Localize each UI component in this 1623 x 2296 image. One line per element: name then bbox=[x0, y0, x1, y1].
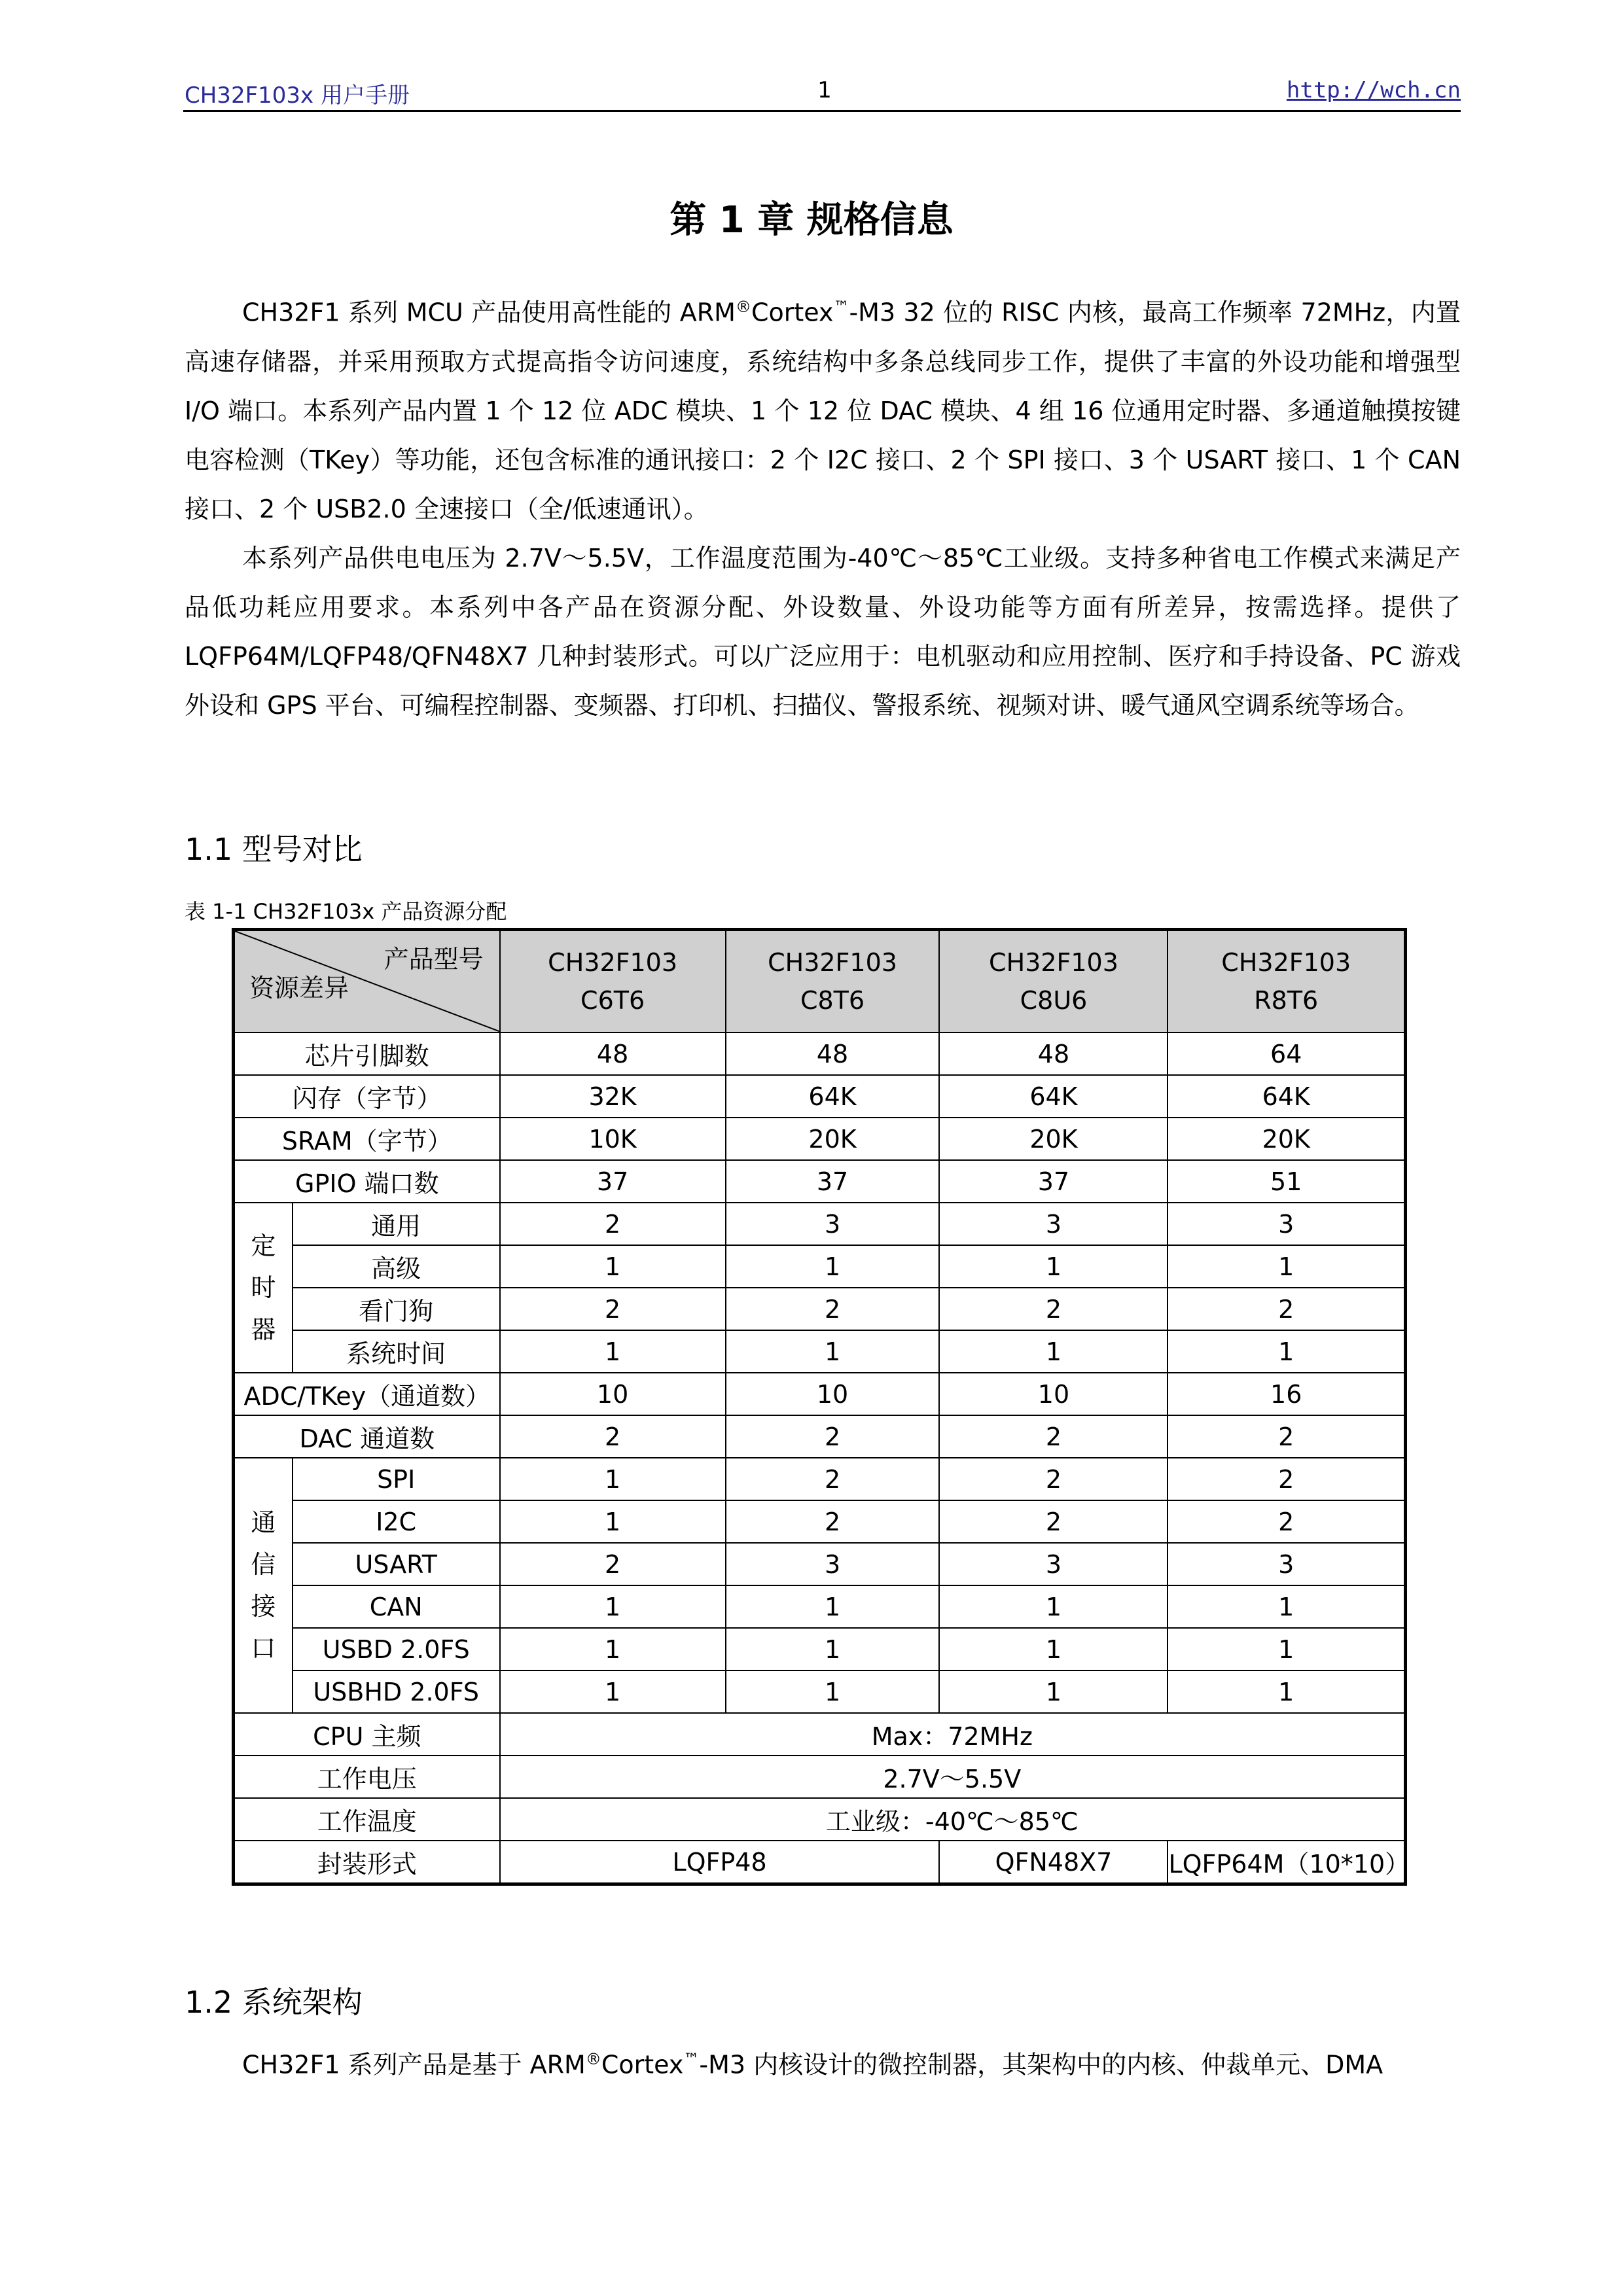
table-cell: 20K bbox=[939, 1118, 1168, 1160]
table-cell: 3 bbox=[726, 1203, 940, 1245]
table-cell: 37 bbox=[500, 1160, 726, 1203]
table-cell: 1 bbox=[500, 1245, 726, 1288]
table-row bbox=[234, 1798, 1406, 1841]
header-website-link[interactable]: http://wch.cn bbox=[1286, 77, 1461, 103]
table-cell: Max：72MHz bbox=[500, 1713, 1406, 1756]
table-cell: 1 bbox=[1168, 1330, 1405, 1373]
table-row bbox=[234, 1033, 1406, 1075]
table-cell: 1 bbox=[726, 1245, 940, 1288]
table-cell: 2 bbox=[500, 1203, 726, 1245]
table-cell: 48 bbox=[726, 1033, 940, 1075]
table-cell: 64K bbox=[726, 1075, 940, 1118]
table-cell: 37 bbox=[939, 1160, 1168, 1203]
table-cell: 1 bbox=[500, 1628, 726, 1670]
row-label: SPI bbox=[293, 1458, 500, 1500]
section-1-2-text bbox=[185, 2035, 1461, 2090]
table-row bbox=[234, 1330, 1406, 1373]
timer-group-label: 定 时 器 bbox=[234, 1203, 293, 1373]
table-row bbox=[234, 1713, 1406, 1756]
table-cell: 10 bbox=[726, 1373, 940, 1415]
diag-top-label: 产品型号 bbox=[383, 945, 484, 974]
table-cell: 1 bbox=[726, 1585, 940, 1628]
table-row bbox=[234, 1670, 1406, 1713]
table-cell: LQFP48 bbox=[500, 1841, 940, 1884]
table-cell: 16 bbox=[1168, 1373, 1405, 1415]
table-cell: 1 bbox=[500, 1330, 726, 1373]
row-label: DAC 通道数 bbox=[234, 1415, 500, 1458]
intro-paragraph-1: CH32F1 系列 MCU 产品使用高性能的 ARM®Cortex™-M3 32 位的 RISC 内核，最高工作频率 72MHz，内置高速存储器，并采用预取方式提高指令访问速度，系统结构中多条总线同步工作，提供了丰富的外设功能和增强型 I/O 端口。本系列产品内置 1 个 12 位 ADC 模块、1 个 12 位 DAC 模块、4 组 16 位通用定时器、多通道触摸按键电容检测（TKey）等功能，还包含标准的通讯接口：2 个 I2C 接口、2 个 SPI 接口、3 个 USART 接口、1 个 CAN 接口、2 个 USB2.0 全速接口（全/低速通讯）。 bbox=[185, 298, 1461, 523]
table-cell: 20K bbox=[726, 1118, 940, 1160]
model-header: CH32F103 C8U6 bbox=[939, 930, 1168, 1033]
row-label: 工作温度 bbox=[234, 1798, 500, 1841]
table-cell: 2 bbox=[1168, 1458, 1405, 1500]
table-cell: 2 bbox=[726, 1458, 940, 1500]
table-cell: 10 bbox=[939, 1373, 1168, 1415]
row-label: SRAM（字节） bbox=[234, 1118, 500, 1160]
table-row bbox=[234, 1203, 1406, 1245]
model-header: CH32F103 C8T6 bbox=[726, 930, 940, 1033]
diag-bottom-label: 资源差异 bbox=[249, 974, 349, 1002]
table-cell: 1 bbox=[726, 1628, 940, 1670]
table-cell: 51 bbox=[1168, 1160, 1405, 1203]
row-label: GPIO 端口数 bbox=[234, 1160, 500, 1203]
table-cell: 2 bbox=[500, 1288, 726, 1330]
section-1-2-paragraph: CH32F1 系列产品是基于 ARM®Cortex™-M3 内核设计的微控制器，其架构中的内核、仲裁单元、DMA bbox=[242, 2050, 1383, 2079]
table-cell: 2 bbox=[1168, 1288, 1405, 1330]
table-cell: 1 bbox=[939, 1585, 1168, 1628]
table-cell: 3 bbox=[726, 1543, 940, 1585]
table-row bbox=[234, 1160, 1406, 1203]
row-label: 看门狗 bbox=[293, 1288, 500, 1330]
table-cell: 1 bbox=[500, 1585, 726, 1628]
header-page-number: 1 bbox=[817, 77, 832, 103]
row-label: CPU 主频 bbox=[234, 1713, 500, 1756]
table-row bbox=[234, 1628, 1406, 1670]
row-label: 闪存（字节） bbox=[234, 1075, 500, 1118]
table-cell: 1 bbox=[1168, 1245, 1405, 1288]
row-label: 芯片引脚数 bbox=[234, 1033, 500, 1075]
row-label: ADC/TKey（通道数） bbox=[234, 1373, 500, 1415]
table-cell: 2 bbox=[1168, 1500, 1405, 1543]
table-cell: 3 bbox=[939, 1543, 1168, 1585]
table-cell: 1 bbox=[500, 1670, 726, 1713]
table-cell: 48 bbox=[500, 1033, 726, 1075]
chapter-title: 第 1 章 规格信息 bbox=[669, 199, 954, 241]
table-row bbox=[234, 1415, 1406, 1458]
table-row bbox=[234, 1585, 1406, 1628]
table-cell: 1 bbox=[500, 1458, 726, 1500]
table-row bbox=[234, 1756, 1406, 1798]
table-row bbox=[234, 1543, 1406, 1585]
row-label: USBD 2.0FS bbox=[293, 1628, 500, 1670]
model-header: CH32F103 R8T6 bbox=[1168, 930, 1405, 1033]
row-label: 高级 bbox=[293, 1245, 500, 1288]
table-row bbox=[234, 1245, 1406, 1288]
table-cell: 10 bbox=[500, 1373, 726, 1415]
table-cell: 1 bbox=[939, 1670, 1168, 1713]
table-cell: QFN48X7 bbox=[939, 1841, 1168, 1884]
table-cell: LQFP64M（10*10） bbox=[1168, 1841, 1405, 1884]
table-cell: 1 bbox=[726, 1330, 940, 1373]
table-cell: 2 bbox=[726, 1288, 940, 1330]
table-cell: 48 bbox=[939, 1033, 1168, 1075]
table-row bbox=[234, 1075, 1406, 1118]
spec-table bbox=[232, 928, 1410, 1886]
table-cell: 2 bbox=[726, 1415, 940, 1458]
table-cell: 3 bbox=[939, 1203, 1168, 1245]
table-cell: 1 bbox=[726, 1670, 940, 1713]
table-cell: 2 bbox=[500, 1543, 726, 1585]
table-cell: 2 bbox=[939, 1415, 1168, 1458]
row-label: 系统时间 bbox=[293, 1330, 500, 1373]
table-cell: 1 bbox=[500, 1500, 726, 1543]
table-cell: 37 bbox=[726, 1160, 940, 1203]
table-cell: 1 bbox=[1168, 1585, 1405, 1628]
table-cell: 3 bbox=[1168, 1543, 1405, 1585]
row-label: 封装形式 bbox=[234, 1841, 500, 1884]
table-cell: 64K bbox=[1168, 1075, 1405, 1118]
intro-paragraph-2: 本系列产品供电电压为 2.7V～5.5V，工作温度范围为-40℃～85℃工业级。支持多种省电工作模式来满足产品低功耗应用要求。本系列中各产品在资源分配、外设数量、外设功能等方面有所差异，按需选择。提供了 LQFP64M/LQFP48/QFN48X7 几种封装形式。可以广泛应用于：电机驱动和应用控制、医疗和手持设备、PC 游戏外设和 GPS 平台、可编程控制器、变频器、打印机、扫描仪、警报系统、视频对讲、暖气通风空调系统等场合。 bbox=[185, 543, 1461, 720]
table-cell: 1 bbox=[939, 1245, 1168, 1288]
table-cell: 20K bbox=[1168, 1118, 1405, 1160]
intro-text bbox=[185, 283, 1461, 730]
table-cell: 64 bbox=[1168, 1033, 1405, 1075]
table-cell: 1 bbox=[939, 1330, 1168, 1373]
header-divider bbox=[183, 110, 1461, 112]
table-cell: 3 bbox=[1168, 1203, 1405, 1245]
table-header-row bbox=[234, 930, 1406, 1033]
table-cell: 2.7V～5.5V bbox=[500, 1756, 1406, 1798]
comm-group-label: 通 信 接 口 bbox=[234, 1458, 293, 1713]
table-cell: 10K bbox=[500, 1118, 726, 1160]
row-label: CAN bbox=[293, 1585, 500, 1628]
table-cell: 工业级：-40℃～85℃ bbox=[500, 1798, 1406, 1841]
table-cell: 1 bbox=[939, 1628, 1168, 1670]
table-cell: 2 bbox=[726, 1500, 940, 1543]
table-cell: 2 bbox=[939, 1500, 1168, 1543]
table-cell: 32K bbox=[500, 1075, 726, 1118]
table-cell: 2 bbox=[939, 1458, 1168, 1500]
table-row bbox=[234, 1458, 1406, 1500]
section-1-2-title: 1.2 系统架构 bbox=[185, 1985, 363, 2020]
row-label: USBHD 2.0FS bbox=[293, 1670, 500, 1713]
table-row bbox=[234, 1118, 1406, 1160]
section-1-1-title: 1.1 型号对比 bbox=[185, 832, 363, 867]
table-cell: 2 bbox=[1168, 1415, 1405, 1458]
table-cell: 2 bbox=[500, 1415, 726, 1458]
table-row bbox=[234, 1288, 1406, 1330]
table-row bbox=[234, 1841, 1406, 1884]
diagonal-header-cell bbox=[234, 930, 500, 1033]
table-cell: 1 bbox=[1168, 1628, 1405, 1670]
table-caption: 表 1-1 CH32F103x 产品资源分配 bbox=[185, 899, 507, 924]
table-cell: 2 bbox=[939, 1288, 1168, 1330]
table-row bbox=[234, 1373, 1406, 1415]
header-doc-title: CH32F103x 用户手册 bbox=[185, 82, 410, 109]
model-header: CH32F103 C6T6 bbox=[500, 930, 726, 1033]
row-label: USART bbox=[293, 1543, 500, 1585]
table-cell: 64K bbox=[939, 1075, 1168, 1118]
row-label: 工作电压 bbox=[234, 1756, 500, 1798]
table-row bbox=[234, 1500, 1406, 1543]
table-cell: 1 bbox=[1168, 1670, 1405, 1713]
row-label: I2C bbox=[293, 1500, 500, 1543]
row-label: 通用 bbox=[293, 1203, 500, 1245]
